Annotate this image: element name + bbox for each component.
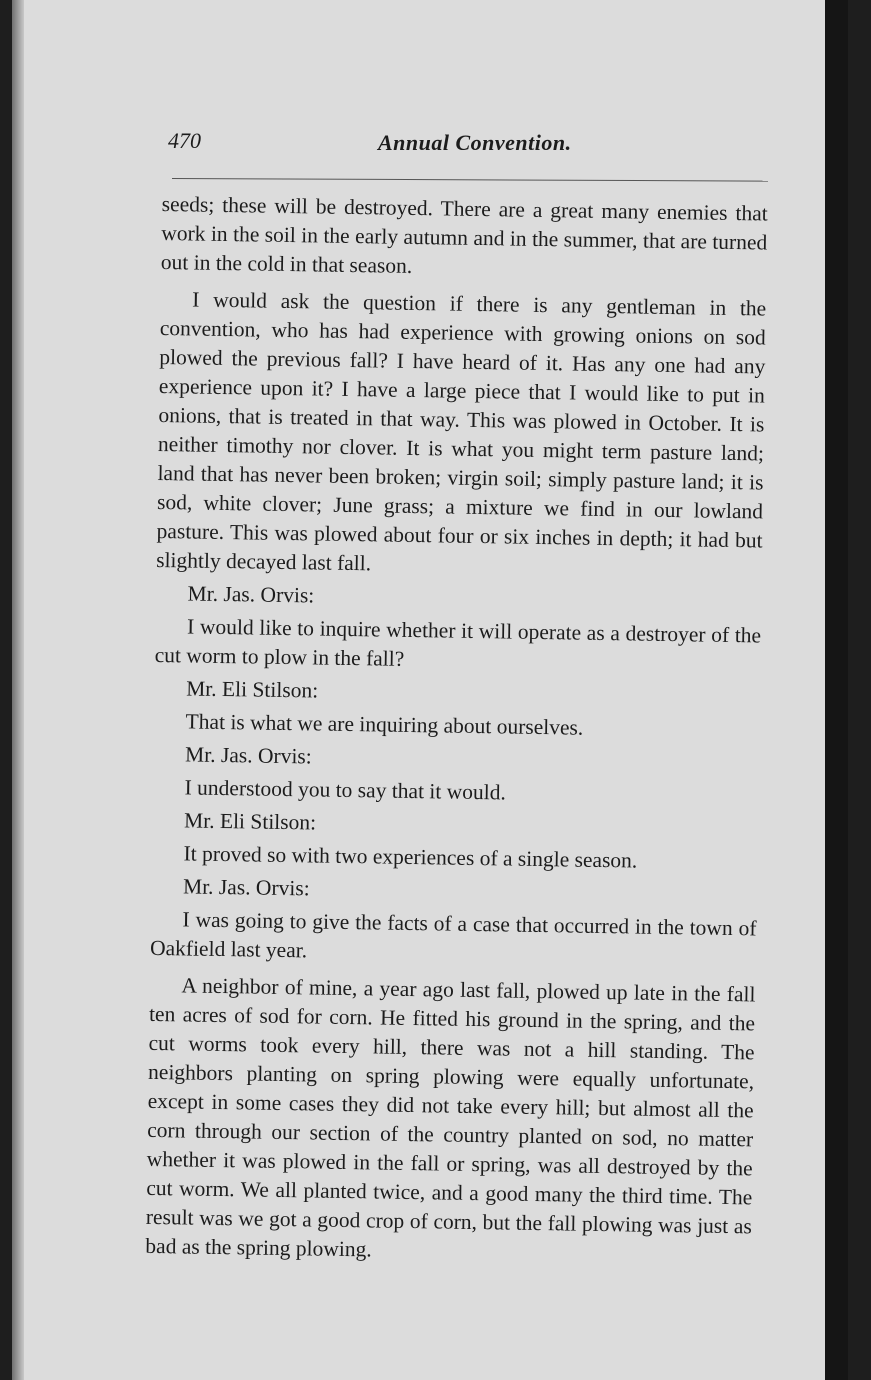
scan-dark-edge: [825, 0, 848, 1380]
header-rule: [172, 178, 768, 182]
speaker-paragraph: That is what we are inquiring about ourselves.: [185, 709, 584, 740]
speaker-label: Mr. Jas. Orvis:: [187, 581, 315, 608]
paragraph-continuation: seeds; these will be destroyed. There are a great many enemies that work in the soil in the early autumn and in the summer, that are turned out in the cold in that season.: [160, 191, 768, 278]
speaker-label: Mr. Eli Stilson:: [183, 808, 317, 835]
page-body: [145, 190, 768, 1270]
paragraph-anecdote: A neighbor of mine, a year ago last fall, plowed up late in the fall ten acres of sod for corn. He fitted his ground in the spring, and the cut worms took every hill, there was not a hill standing. The neighbors planting on spring plowing were equally unfortunate, except in some cases they did not take every hill; but almost all the corn through our section of the country planted on sod, no matter whether it was plowed in the fall or spring, was all destroyed by the cut worm. We all planted twice, and a good many the third time. The result was we got a good crop of corn, but the fall plowing was just as bad as the spring plowing.: [145, 973, 756, 1262]
speaker-paragraph: It proved so with two experiences of a single season.: [183, 841, 638, 873]
speaker-paragraph: I would like to inquire whether it will operate as a destroyer of the cut worm to plow in the fall?: [154, 614, 762, 671]
page-header: [168, 128, 768, 168]
speaker-paragraph: I understood you to say that it would.: [184, 775, 507, 805]
paragraph-question: I would ask the question if there is any gentleman in the convention, who has had experience with growing onions on sod plowed the previous fall? I have heard of it. Has any one had any experience upon it? I have a large piece that I would like to put in onions, that is treated in that way. This was plowed in October. It is neither timothy nor clover. It is what you might term pasture land; land that has never been broken; virgin soil; simply pasture land; it is sod, white clover; June grass; a mixture we find in our lowland pasture. This was plowed about four or six inches in depth; it had but slightly decayed last fall.: [155, 287, 767, 576]
page-number: 470: [168, 128, 201, 153]
book-page: [12, 0, 848, 1380]
speaker-label: Mr. Jas. Orvis:: [184, 742, 312, 769]
speaker-label: Mr. Jas. Orvis:: [182, 874, 310, 901]
speaker-paragraph: I was going to give the facts of a case that occurred in the town of Oakfield last year.: [149, 907, 757, 963]
speaker-label: Mr. Eli Stilson:: [185, 676, 319, 703]
running-title: Annual Convention.: [378, 130, 572, 155]
page-spine-shadow: [12, 0, 24, 1380]
